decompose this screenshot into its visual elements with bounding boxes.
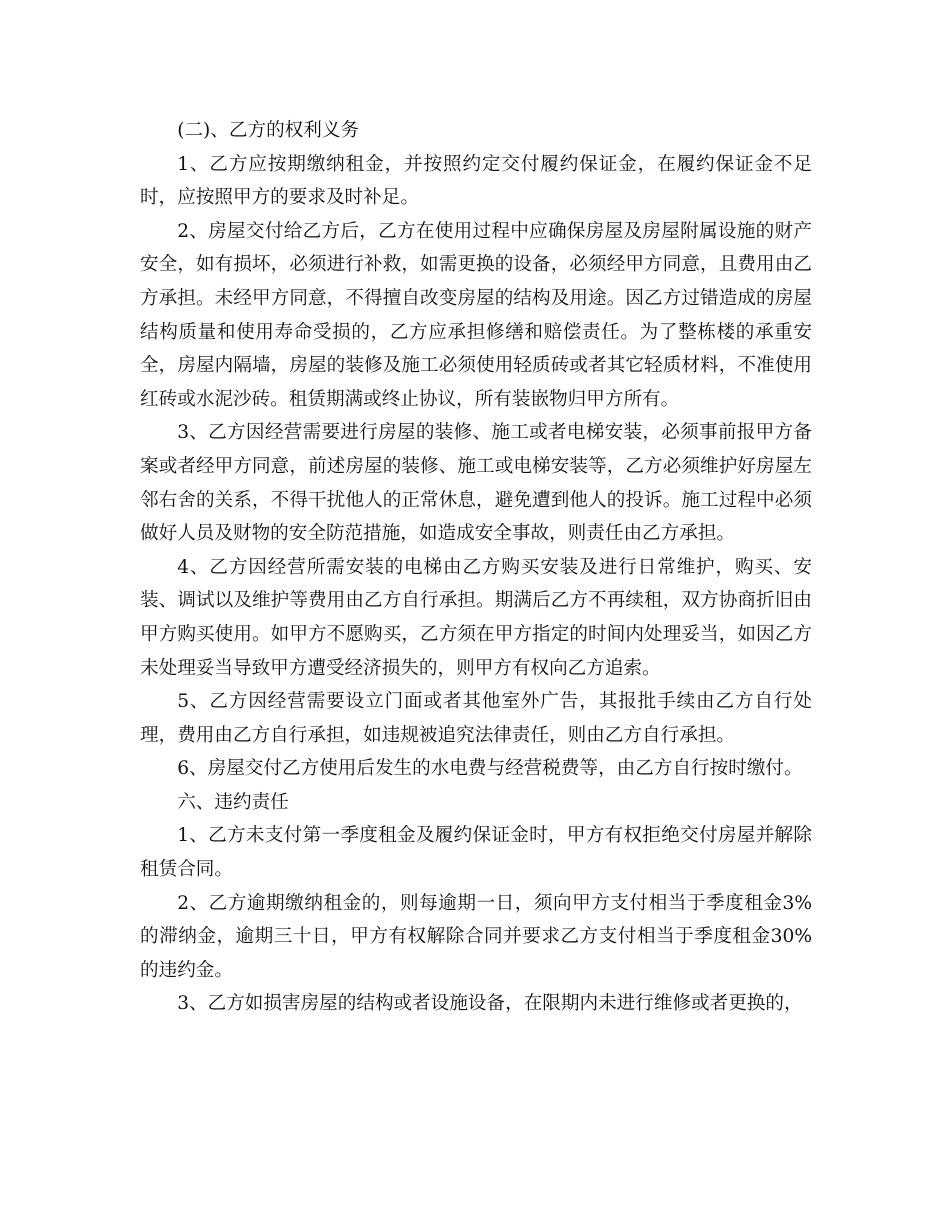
section-heading-rights-obligations: (二)、乙方的权利义务 xyxy=(177,120,360,141)
paragraph-clause-1: 1、乙方应按期缴纳租金，并按照约定交付履约保证金，在履约保证金不足时，应按照甲方的要求及时补足。 xyxy=(140,153,812,209)
document-body xyxy=(140,114,812,1021)
paragraph-breach-2: 2、乙方逾期缴纳租金的，则每逾期一日，须向甲方支付相当于季度租金3%的滞纳金，逾期三十日，甲方有权解除合同并要求乙方支付相当于季度租金30%的违约金。 xyxy=(140,892,812,981)
paragraph-breach-3: 3、乙方如损害房屋的结构或者设施设备，在限期内未进行维修或者更换的， xyxy=(177,993,803,1015)
paragraph-clause-6: 6、房屋交付乙方使用后发生的水电费与经营税费等，由乙方自行按时缴付。 xyxy=(177,758,803,780)
paragraph-breach-1: 1、乙方未支付第一季度租金及履约保证金时，甲方有权拒绝交付房屋并解除租赁合同。 xyxy=(140,825,812,881)
paragraph-clause-3: 3、乙方因经营需要进行房屋的装修、施工或者电梯安装，必须事前报甲方备案或者经甲方同意，前述房屋的装修、施工或电梯安装等，乙方必须维护好房屋左邻右舍的关系，不得干扰他人的正常休息，避免遭到他人的投诉。施工过程中必须做好人员及财物的安全防范措施，如造成安全事故，则责任由乙方承担。 xyxy=(140,422,812,545)
paragraph-clause-4: 4、乙方因经营所需安装的电梯由乙方购买安装及进行日常维护，购买、安装、调试以及维护等费用由乙方自行承担。期满后乙方不再续租，双方协商折旧由甲方购买使用。如甲方不愿购买，乙方须在甲方指定的时间内处理妥当，如因乙方未处理妥当导致甲方遭受经济损失的，则甲方有权向乙方追索。 xyxy=(140,556,812,679)
paragraph-clause-2: 2、房屋交付给乙方后，乙方在使用过程中应确保房屋及房屋附属设施的财产安全，如有损坏，必须进行补救，如需更换的设备，必须经甲方同意，且费用由乙方承担。未经甲方同意，不得擅自改变房屋的结构及用途。因乙方过错造成的房屋结构质量和使用寿命受损的，乙方应承担修缮和赔偿责任。为了整栋楼的承重安全，房屋内隔墙，房屋的装修及施工必须使用轻质砖或者其它轻质材料，不准使用红砖或水泥沙砖。租赁期满或终止协议，所有装嵌物归甲方所有。 xyxy=(140,220,812,410)
paragraph-clause-5: 5、乙方因经营需要设立门面或者其他室外广告，其报批手续由乙方自行处理，费用由乙方自行承担，如违规被追究法律责任，则由乙方自行承担。 xyxy=(140,691,812,746)
section-heading-breach-liability: 六、违约责任 xyxy=(177,791,289,813)
